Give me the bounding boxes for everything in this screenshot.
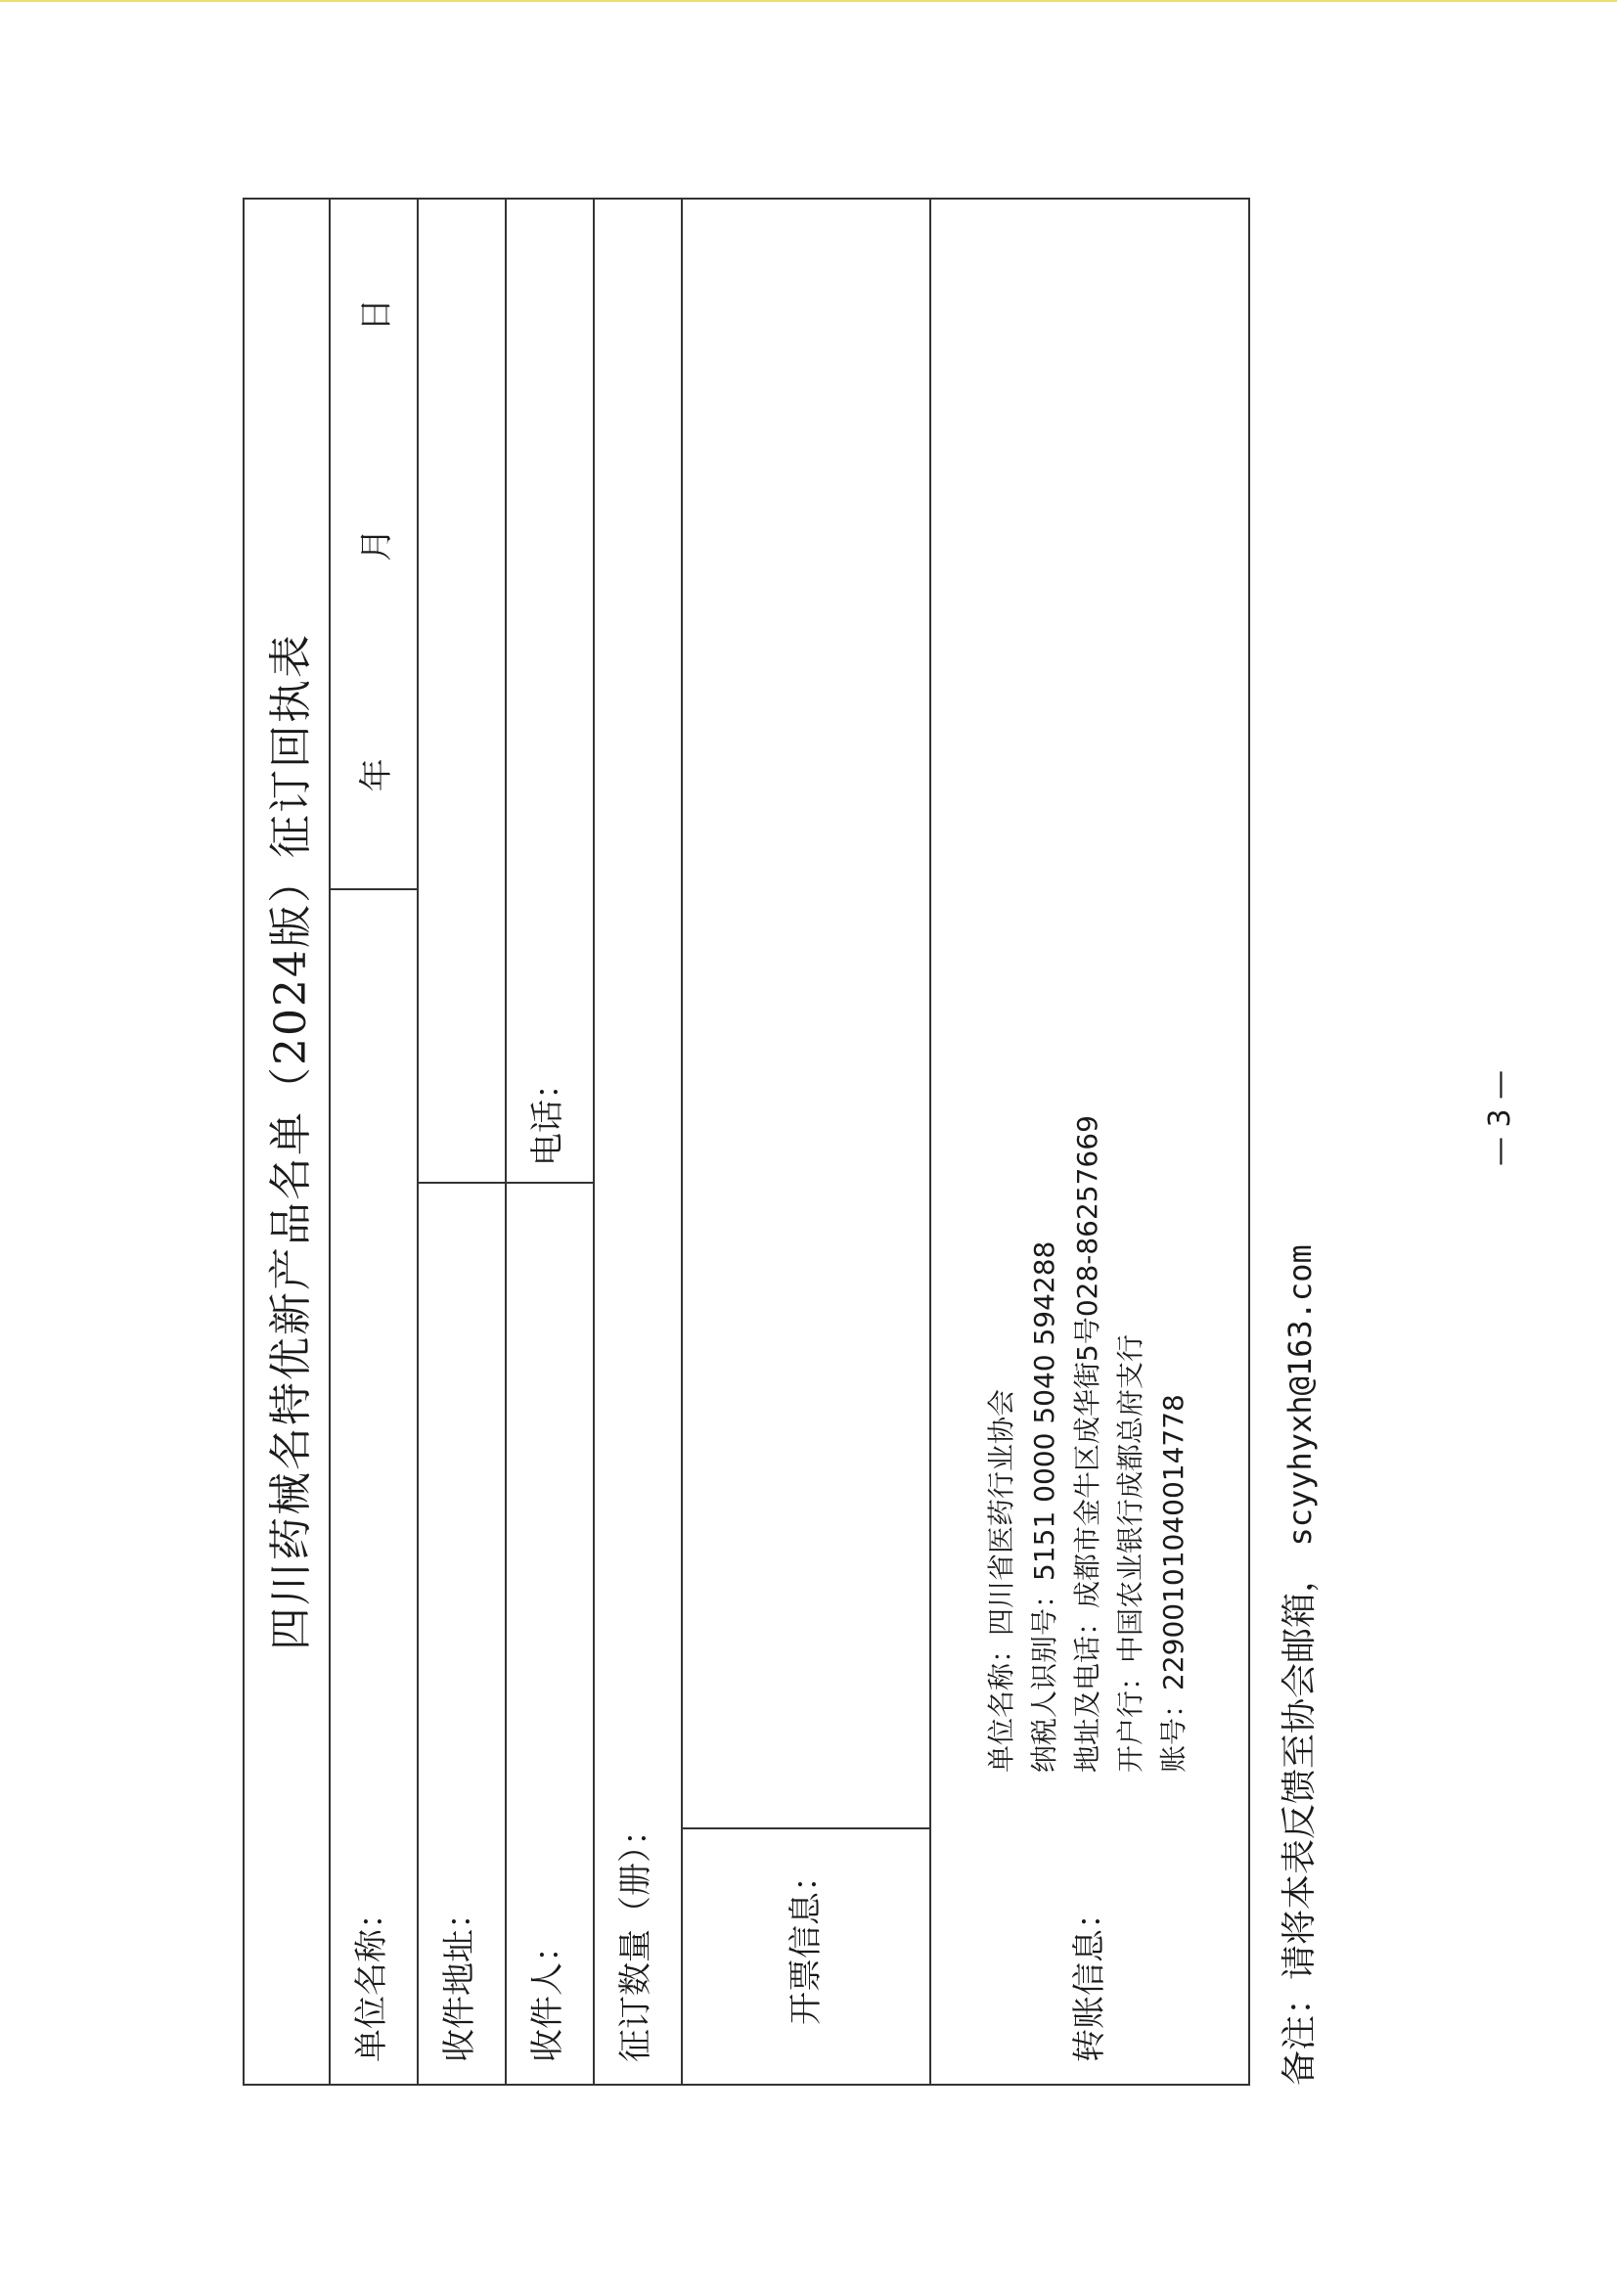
- subscription-form-table: [243, 198, 1250, 2086]
- transfer-account: 账号：22900101040014778: [1157, 1394, 1190, 1773]
- rotated-page: [243, 198, 1517, 2086]
- phone-label: 电话：: [528, 1066, 567, 1166]
- date-day-label: 日: [356, 297, 396, 332]
- row-divider: [593, 200, 595, 2084]
- row-divider: [417, 200, 419, 2084]
- page-number: — 3 —: [1483, 1069, 1517, 1166]
- subscription-quantity-label: 征订数量（册）：: [616, 1813, 655, 2062]
- date-month-label: 月: [356, 528, 396, 563]
- note-email-link[interactable]: scyyhyxh@163.com: [1281, 1244, 1319, 1547]
- footnote: [1272, 1244, 1322, 2086]
- date-year-label: 年: [356, 758, 396, 792]
- page-top-edge: [0, 0, 1617, 2]
- row-divider: [681, 200, 683, 2084]
- row-divider: [929, 200, 931, 2084]
- transfer-tax-id: 纳税人识别号：5151 0000 5040 594288: [1028, 1240, 1060, 1773]
- transfer-bank: 开户行：中国农业银行成都总府支行: [1114, 1333, 1146, 1773]
- column-divider: [417, 1182, 507, 1184]
- invoice-info-label: 开票信息：: [786, 1859, 826, 2025]
- transfer-info-label: 转账信息：: [1070, 1896, 1109, 2062]
- transfer-address-phone: 地址及电话：成都市金牛区成华街5号028-86257669: [1071, 1115, 1103, 1773]
- shipping-address-label: 收件地址：: [440, 1896, 479, 2062]
- column-divider: [681, 1827, 931, 1829]
- unit-name-label: 单位名称：: [352, 1896, 391, 2062]
- note-text: 请将本表反馈至协会邮箱，: [1280, 1556, 1320, 1980]
- row-divider: [505, 200, 507, 2084]
- transfer-unit-name: 单位名称：四川省医药行业协会: [985, 1388, 1017, 1773]
- form-title: 四川药械名特优新产品名单（2024版）征订回执表: [266, 633, 316, 1650]
- note-label: 备注：: [1280, 1979, 1320, 2086]
- column-divider: [505, 1182, 595, 1184]
- transfer-info-block: [980, 1115, 1195, 1773]
- recipient-label: 收件人：: [528, 1929, 567, 2062]
- date-field[interactable]: [329, 200, 417, 890]
